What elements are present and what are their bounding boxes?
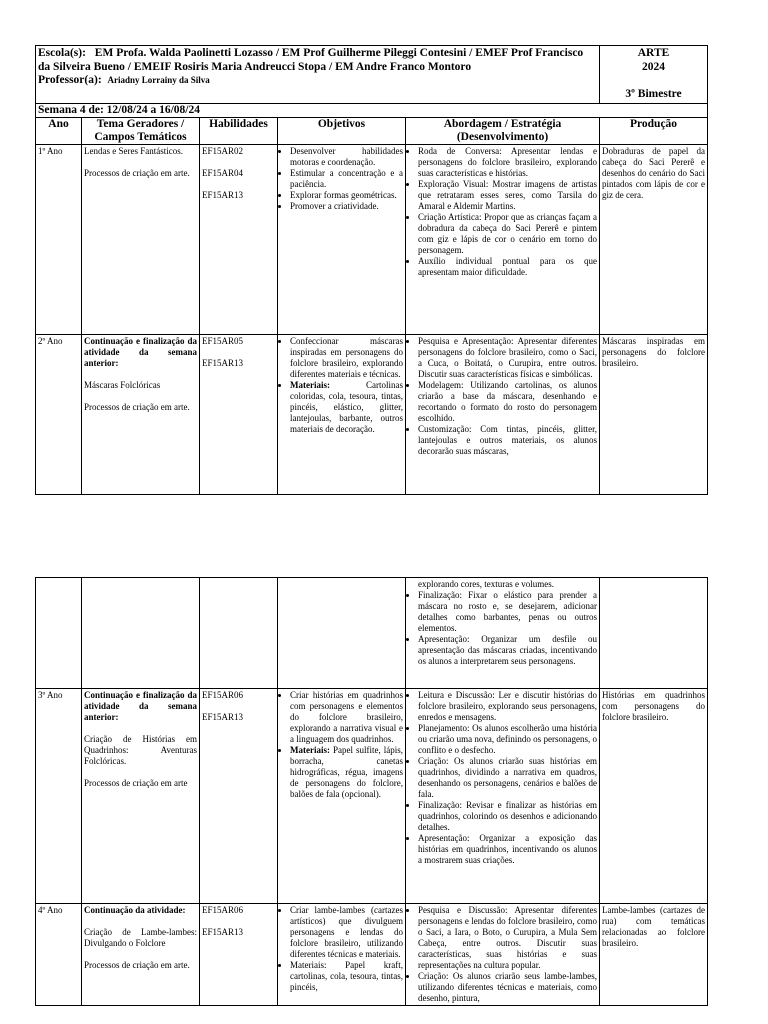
habilidades-cell (200, 145, 278, 335)
tema-text: Processos de criação em arte (84, 777, 188, 788)
lesson-plan-table-page-2 (35, 577, 708, 1006)
strategy-continuation-text: explorando cores, texturas e volumes. (418, 579, 554, 589)
abordagem-continuation-cell (406, 578, 600, 689)
col-header-producao: Produção (600, 118, 708, 145)
tema-text: Criação de Lambe-lambes: Divulgando o Folclore (84, 926, 197, 948)
tema-heading: Continuação e finalização da atividade da semana anterior: (84, 690, 197, 722)
table-row (36, 145, 708, 335)
ano-cell: 1º Ano (36, 145, 82, 335)
tema-text: Processos de criação em arte. (84, 959, 190, 970)
tema-text: Criação de Histórias em Quadrinhos: Aventuras Folclóricas. (84, 733, 197, 766)
strategy-item: • Criação Artística: Propor que as crianças façam a dobradura da cabeça do Saci Pererê e pintem com giz e lápis de cor o cenário em torno do personagem. (418, 212, 597, 256)
objective-item: • Confeccionar máscaras inspiradas em personagens do folclore brasileiro, explorando diferentes materiais e técnicas. (290, 336, 403, 380)
tema-heading: Continuação e finalização da atividade da semana anterior: (84, 336, 197, 368)
table-row (36, 689, 708, 904)
week-row (36, 103, 708, 118)
strategy-item: • Leitura e Discussão: Ler e discutir histórias do folclore brasileiro, explorando seus personagens, enredos e mensagens. (418, 690, 597, 723)
producao-cell: Máscaras inspiradas em personagens do folclore brasileiro. (600, 335, 708, 495)
producao-cell: Histórias em quadrinhos com personagens do folclore brasileiro. (600, 689, 708, 904)
materials-label: Materiais: (290, 379, 330, 390)
tema-heading: Continuação da atividade: (84, 905, 186, 915)
materials-item (290, 745, 403, 800)
col-header-ano: Ano (36, 118, 82, 145)
objetivos-cell (278, 904, 406, 1006)
objetivos-cell (278, 145, 406, 335)
tema-cell (82, 145, 200, 335)
tema-text: Processos de criação em arte. (84, 401, 190, 412)
abordagem-cell (406, 335, 600, 495)
tema-cell (82, 689, 200, 904)
objective-item: • Desenvolver habilidades motoras e coordenação. (290, 146, 403, 168)
continuation-row (36, 578, 708, 689)
subject-info-cell (600, 46, 708, 104)
strategy-item: • Finalização: Fixar o elástico para prender a máscara no rosto e, se desejarem, adicionar detalhes como barbantes, penas ou outros elementos. (418, 590, 597, 634)
objective-item: • Explorar formas geométricas. (290, 190, 403, 201)
strategy-item: • Apresentação: Organizar um desfile ou apresentação das máscaras criadas, incentivando os alunos a interpretarem seus personagens. (418, 634, 597, 667)
skill-code: EF15AR02 (202, 146, 244, 156)
tema-text: Processos de criação em arte. (84, 167, 190, 178)
skill-code: EF15AR05 (202, 336, 244, 346)
materials-label: Materiais: (290, 744, 330, 755)
professor-name: Ariadny Lorrainy da Silva (107, 75, 210, 86)
producao-cell: Dobraduras de papel da cabeça do Saci Pererê e desenhos do cenário do Saci pintados com lápis de cor e giz de cera. (600, 145, 708, 335)
term-label: 3º Bimestre (625, 88, 682, 101)
materials-text: Cartolinas coloridas, cola, tesoura, tintas, pincéis, elástico, glitter, lantejoulas, barbante, outros materiais de decoração. (290, 379, 403, 434)
school-label: Escola(s): (38, 47, 86, 59)
skill-code: EF15AR13 (202, 189, 244, 200)
objective-item: • Promover a criatividade. (290, 201, 403, 212)
strategy-item: • Apresentação: Organizar a exposição das histórias em quadrinhos, incentivando os alunos a mostrarem suas criações. (418, 833, 597, 866)
strategy-item: • Pesquisa e Apresentação: Apresentar diferentes personagens do folclore brasileiro, como o Saci, a Cuca, o Boitatá, o Curupira, entre outros. Discutir suas características físicas e simbólicas. (418, 336, 597, 380)
skill-code: EF15AR04 (202, 167, 244, 178)
strategy-item: • Customização: Com tintas, pincéis, glitter, lantejoulas e outros materiais, os alunos decorarão suas máscaras, (418, 424, 597, 457)
strategy-item: • Planejamento: Os alunos escolherão uma história ou criarão uma nova, definindo os personagens, o conflito e o desfecho. (418, 723, 597, 756)
col-header-objetivos: Objetivos (278, 118, 406, 145)
ano-cell: 4º Ano (36, 904, 82, 1006)
col-header-tema: Tema Geradores / Campos Temáticos (82, 118, 200, 145)
skill-code: EF15AR06 (202, 905, 244, 915)
tema-cell (82, 904, 200, 1006)
subject-name: ARTE (637, 47, 670, 59)
abordagem-cell (406, 689, 600, 904)
tema-text: Máscaras Folclóricas (84, 379, 161, 390)
habilidades-cell (200, 689, 278, 904)
school-info-cell (36, 46, 600, 104)
skill-code: EF15AR13 (202, 926, 244, 937)
strategy-item: • Modelagem: Utilizando cartolinas, os alunos criarão a base da máscara, desenhando e recortando o formato do rosto do personagem escolhido. (418, 380, 597, 424)
objective-item: • Criar histórias em quadrinhos com personagens e elementos do folclore brasileiro, explorando a narrativa visual e a linguagem dos quadrinhos. (290, 690, 403, 745)
objective-item: • Criar lambe-lambes (cartazes artísticos) que divulguem personagens e lendas do folclore brasileiro, utilizando diferentes técnicas e materiais. (290, 905, 403, 960)
objetivos-cell (278, 689, 406, 904)
materials-text: Papel sulfite, lápis, borracha, canetas hidrográficas, régua, imagens de personagens do folclore, balões de fala (opcional). (290, 744, 403, 799)
empty-cell (36, 578, 82, 689)
objetivos-cell (278, 335, 406, 495)
week-label: Semana 4 de: 12/08/24 a 16/08/24 (36, 103, 708, 118)
ano-cell: 2º Ano (36, 335, 82, 495)
skill-code: EF15AR06 (202, 690, 244, 700)
tema-cell (82, 335, 200, 495)
strategy-item: • Criação: Os alunos criarão seus lambe-lambes, utilizando diferentes técnicas e materiais, como desenho, pintura, (418, 971, 597, 1004)
abordagem-cell (406, 145, 600, 335)
col-header-habilidades: Habilidades (200, 118, 278, 145)
strategy-item: • Exploração Visual: Mostrar imagens de artistas que retrataram esses seres, como Tarsila do Amaral e Aldemir Martins. (418, 179, 597, 212)
materials-item: • Materiais: Papel kraft, cartolinas, cola, tesoura, tintas, pincéis, (290, 960, 403, 993)
objective-item: • Estimular a concentração e a paciência. (290, 168, 403, 190)
habilidades-cell (200, 904, 278, 1006)
table-row (36, 335, 708, 495)
habilidades-cell (200, 335, 278, 495)
professor-label: Professor(a): (38, 74, 102, 87)
empty-cell (200, 578, 278, 689)
skill-code: EF15AR13 (202, 711, 244, 722)
strategy-item: • Criação: Os alunos criarão suas histórias em quadrinhos, dividindo a narrativa em quadros, desenhando os personagens, cenários e balões de fala. (418, 756, 597, 800)
col-header-abordagem: Abordagem / Estratégia (Desenvolvimento) (406, 118, 600, 145)
skill-code: EF15AR13 (202, 357, 244, 368)
ano-cell: 3º Ano (36, 689, 82, 904)
empty-cell (278, 578, 406, 689)
abordagem-cell (406, 904, 600, 1006)
lesson-plan-table-page-1 (35, 45, 708, 495)
strategy-item: • Finalização: Revisar e finalizar as histórias em quadrinhos, colorindo os desenhos e adicionando detalhes. (418, 800, 597, 833)
empty-cell (600, 578, 708, 689)
tema-text: Lendas e Seres Fantásticos. (84, 146, 183, 156)
school-year: 2024 (642, 60, 666, 73)
table-row (36, 904, 708, 1006)
strategy-item: • Roda de Conversa: Apresentar lendas e personagens do folclore brasileiro, explorando suas características e histórias. (418, 146, 597, 179)
producao-cell: Lambe-lambes (cartazes de rua) com temáticas relacionadas ao folclore brasileiro. (600, 904, 708, 1006)
strategy-item: • Pesquisa e Discussão: Apresentar diferentes personagens e lendas do folclore brasileiro, como o Saci, a Iara, o Boto, o Curupira, a Mula Sem Cabeça, entre outros. Discutir suas características, suas histórias e suas representações na cultura popular. (418, 905, 597, 971)
column-header-row (36, 118, 708, 145)
empty-cell (82, 578, 200, 689)
strategy-item: • Auxílio individual pontual para os que apresentam maior dificuldade. (418, 256, 597, 278)
materials-item (290, 380, 403, 435)
school-header-row (36, 46, 708, 104)
school-names: EM Profa. Walda Paolinetti Lozasso / EM Prof Guilherme Pileggi Contesini / EMEF Prof Francisco da Silveira Bueno / EMEIF Rosiris Maria Andreucci Stopa / EM Andre Franco Montoro (38, 47, 584, 73)
